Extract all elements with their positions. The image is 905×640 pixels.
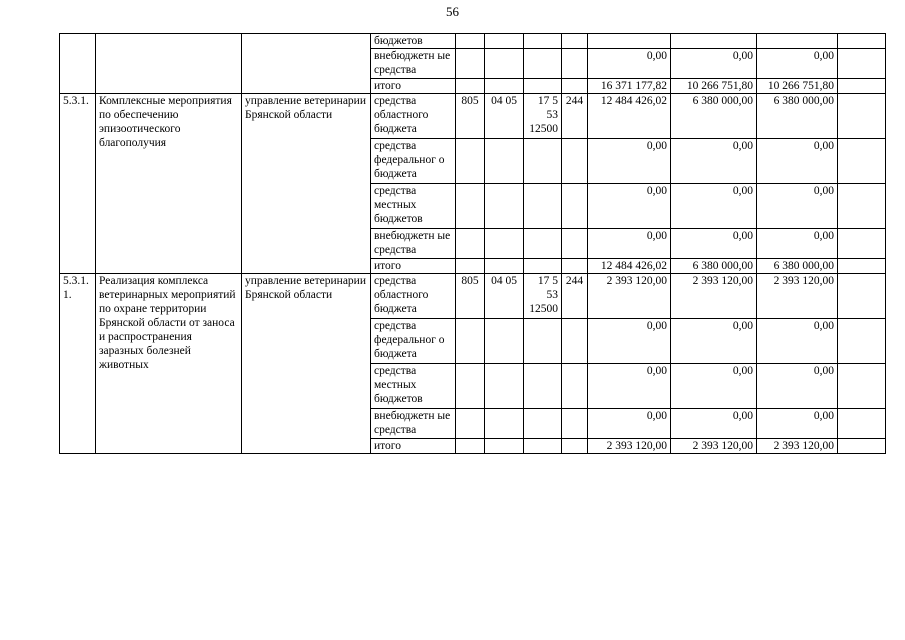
value-cell: 0,00 (757, 139, 838, 184)
value-cell: 0,00 (588, 49, 671, 79)
section-executor: управление ветеринарии Брянской области (242, 274, 371, 454)
source-cell: внебюджетн ые средства (371, 229, 456, 259)
csr-cell (524, 409, 562, 439)
grbs-cell (456, 439, 485, 454)
source-cell: средства федеральног о бюджета (371, 139, 456, 184)
value-cell: 2 393 120,00 (671, 439, 757, 454)
source-cell: средства областного бюджета (371, 274, 456, 319)
rzpr-cell (485, 139, 524, 184)
value-cell: 10 266 751,80 (671, 79, 757, 94)
source-cell: средства областного бюджета (371, 94, 456, 139)
value-cell: 0,00 (671, 139, 757, 184)
section-name: Реализация комплекса ветеринарных мероприятий по охране территории Брянской области от заноса и распространения заразных болезней животных (96, 274, 242, 454)
number-cell (60, 34, 96, 94)
section-name: Комплексные мероприятия по обеспечению эпизоотического благополучия (96, 94, 242, 274)
rzpr-cell (485, 229, 524, 259)
csr-cell: 17 5 53 12500 (524, 94, 562, 139)
vr-cell (562, 79, 588, 94)
rzpr-cell (485, 49, 524, 79)
blank-cell (838, 409, 886, 439)
table-row (60, 94, 886, 139)
value-cell: 0,00 (588, 409, 671, 439)
value-cell: 2 393 120,00 (588, 274, 671, 319)
rzpr-cell: 04 05 (485, 94, 524, 139)
source-cell: итого (371, 79, 456, 94)
grbs-cell (456, 34, 485, 49)
rzpr-cell (485, 79, 524, 94)
section-executor: управление ветеринарии Брянской области (242, 94, 371, 274)
grbs-cell (456, 184, 485, 229)
value-cell: 0,00 (671, 364, 757, 409)
value-cell (671, 34, 757, 49)
source-cell: средства федеральног о бюджета (371, 319, 456, 364)
csr-cell: 17 5 53 12500 (524, 274, 562, 319)
grbs-cell (456, 79, 485, 94)
rzpr-cell: 04 05 (485, 274, 524, 319)
value-cell: 2 393 120,00 (757, 439, 838, 454)
value-cell (757, 34, 838, 49)
vr-cell (562, 184, 588, 229)
value-cell: 2 393 120,00 (671, 274, 757, 319)
value-cell: 0,00 (588, 229, 671, 259)
rzpr-cell (485, 319, 524, 364)
source-cell: внебюджетн ые средства (371, 49, 456, 79)
value-cell: 0,00 (671, 49, 757, 79)
grbs-cell (456, 229, 485, 259)
value-cell: 6 380 000,00 (671, 94, 757, 139)
blank-cell (838, 34, 886, 49)
rzpr-cell (485, 259, 524, 274)
section-number: 5.3.1. (60, 94, 96, 274)
page-number: 56 (446, 4, 459, 19)
rzpr-cell (485, 34, 524, 49)
blank-cell (838, 49, 886, 79)
name-cell (96, 34, 242, 94)
source-cell: итого (371, 259, 456, 274)
vr-cell (562, 439, 588, 454)
value-cell: 0,00 (671, 184, 757, 229)
grbs-cell (456, 139, 485, 184)
value-cell: 6 380 000,00 (757, 259, 838, 274)
csr-cell (524, 49, 562, 79)
source-cell: итого (371, 439, 456, 454)
blank-cell (838, 139, 886, 184)
value-cell: 2 393 120,00 (588, 439, 671, 454)
value-cell: 12 484 426,02 (588, 94, 671, 139)
blank-cell (838, 229, 886, 259)
value-cell: 0,00 (757, 184, 838, 229)
csr-cell (524, 34, 562, 49)
value-cell: 12 484 426,02 (588, 259, 671, 274)
value-cell: 6 380 000,00 (671, 259, 757, 274)
vr-cell (562, 34, 588, 49)
vr-cell (562, 139, 588, 184)
vr-cell (562, 259, 588, 274)
vr-cell (562, 364, 588, 409)
value-cell: 0,00 (588, 184, 671, 229)
grbs-cell (456, 364, 485, 409)
rzpr-cell (485, 439, 524, 454)
value-cell: 10 266 751,80 (757, 79, 838, 94)
grbs-cell: 805 (456, 94, 485, 139)
csr-cell (524, 439, 562, 454)
vr-cell (562, 409, 588, 439)
blank-cell (838, 184, 886, 229)
csr-cell (524, 229, 562, 259)
value-cell: 0,00 (588, 319, 671, 364)
grbs-cell (456, 259, 485, 274)
budget-table (59, 33, 886, 454)
csr-cell (524, 319, 562, 364)
csr-cell (524, 79, 562, 94)
value-cell: 0,00 (757, 364, 838, 409)
table-row (60, 34, 886, 49)
blank-cell (838, 274, 886, 319)
source-cell: внебюджетн ые средства (371, 409, 456, 439)
value-cell: 16 371 177,82 (588, 79, 671, 94)
value-cell: 0,00 (757, 49, 838, 79)
source-cell: бюджетов (371, 34, 456, 49)
value-cell: 0,00 (588, 364, 671, 409)
blank-cell (838, 319, 886, 364)
blank-cell (838, 364, 886, 409)
rzpr-cell (485, 409, 524, 439)
source-cell: средства местных бюджетов (371, 364, 456, 409)
blank-cell (838, 94, 886, 139)
vr-cell: 244 (562, 274, 588, 319)
grbs-cell: 805 (456, 274, 485, 319)
executor-cell (242, 34, 371, 94)
section-number: 5.3.1. 1. (60, 274, 96, 454)
rzpr-cell (485, 184, 524, 229)
csr-cell (524, 184, 562, 229)
vr-cell (562, 319, 588, 364)
value-cell: 0,00 (588, 139, 671, 184)
value-cell: 0,00 (671, 229, 757, 259)
value-cell: 6 380 000,00 (757, 94, 838, 139)
csr-cell (524, 364, 562, 409)
grbs-cell (456, 409, 485, 439)
value-cell: 0,00 (757, 229, 838, 259)
blank-cell (838, 79, 886, 94)
value-cell: 0,00 (757, 319, 838, 364)
source-cell: средства местных бюджетов (371, 184, 456, 229)
vr-cell (562, 49, 588, 79)
csr-cell (524, 139, 562, 184)
value-cell: 2 393 120,00 (757, 274, 838, 319)
blank-cell (838, 259, 886, 274)
rzpr-cell (485, 364, 524, 409)
table-row (60, 274, 886, 319)
value-cell: 0,00 (671, 319, 757, 364)
vr-cell (562, 229, 588, 259)
value-cell: 0,00 (757, 409, 838, 439)
blank-cell (838, 439, 886, 454)
value-cell (588, 34, 671, 49)
grbs-cell (456, 319, 485, 364)
value-cell: 0,00 (671, 409, 757, 439)
csr-cell (524, 259, 562, 274)
grbs-cell (456, 49, 485, 79)
vr-cell: 244 (562, 94, 588, 139)
